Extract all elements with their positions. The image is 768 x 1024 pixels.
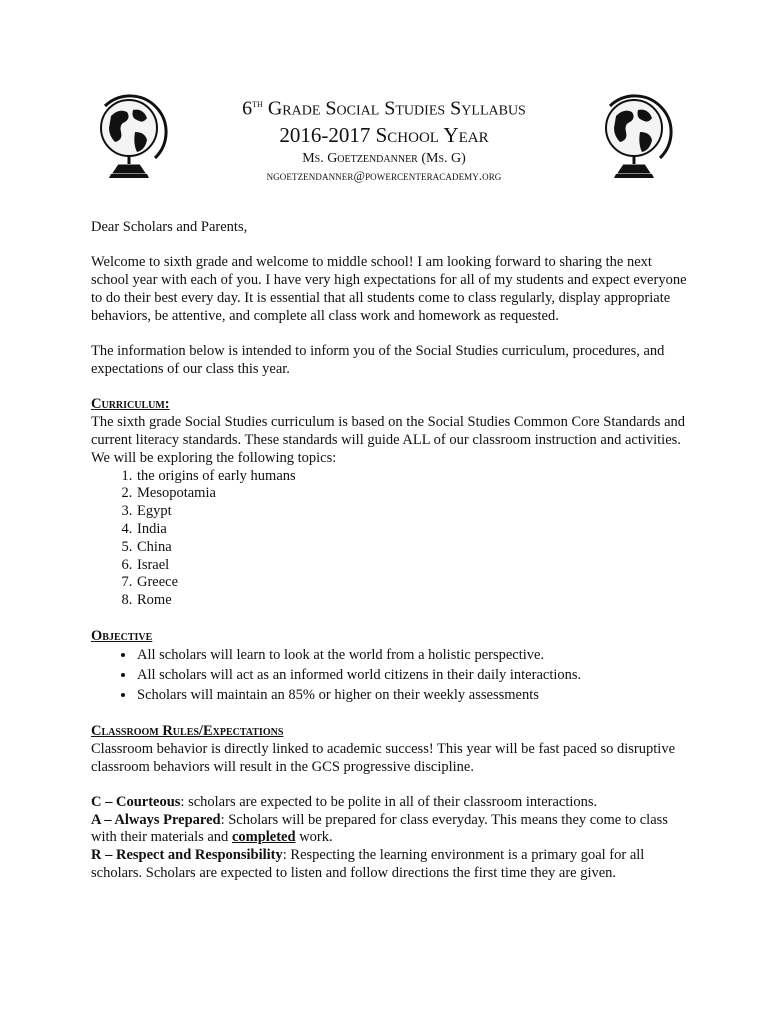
list-item: 2. Mesopotamia bbox=[136, 485, 691, 503]
info-paragraph: The information below is intended to inform you of the Social Studies curriculum, procedures, and expectations of our class this year. bbox=[91, 343, 665, 377]
teacher-email: ngoetzendanner@powercenteracademy.org bbox=[266, 168, 502, 183]
rules-intro: Classroom behavior is directly linked to academic success! This year will be fast paced so disruptive classroom behaviors will result in the GCS progressive discipline. bbox=[91, 740, 676, 775]
rule-courteous bbox=[91, 794, 691, 812]
rule-label: A – Always Prepared bbox=[91, 811, 221, 828]
list-item: 7. Greece bbox=[136, 574, 691, 592]
syllabus-body bbox=[91, 219, 691, 883]
grade-number: 6 bbox=[242, 97, 253, 120]
list-item: 1. the origins of early humans bbox=[136, 468, 691, 486]
globe-icon bbox=[89, 88, 169, 180]
rules-heading: Classroom Rules/Expectations bbox=[91, 722, 284, 739]
rule-text: : Scholars will be prepared for class everyday. This means they come to class with their materials and bbox=[91, 811, 668, 846]
topics-list bbox=[91, 468, 691, 610]
list-item: 8. Rome bbox=[136, 592, 691, 610]
list-item: • All scholars will learn to look at the world from a holistic perspective. bbox=[136, 645, 691, 665]
list-item: • Scholars will maintain an 85% or higher on their weekly assessments bbox=[136, 685, 691, 705]
rule-text: : Respecting the learning environment is a primary goal for all scholars. Scholars are expected to listen and follow directions the first time they are given. bbox=[91, 847, 645, 882]
list-item: 3. Egypt bbox=[136, 503, 691, 521]
teacher-name: Ms. Goetzendanner (Ms. G) bbox=[302, 150, 466, 166]
list-item: 4. India bbox=[136, 521, 691, 539]
list-item: • All scholars will act as an informed world citizens in their daily interactions. bbox=[136, 665, 691, 685]
list-item: 6. Israel bbox=[136, 557, 691, 575]
rule-label: R – Respect and Responsibility bbox=[91, 847, 283, 864]
globe-icon bbox=[594, 88, 674, 180]
greeting: Dear Scholars and Parents, bbox=[91, 219, 248, 235]
title-text: Grade Social Studies Syllabus bbox=[267, 97, 526, 120]
objective-heading: Objective bbox=[91, 627, 153, 644]
rule-text: : scholars are expected to be polite in all of their classroom interactions. bbox=[180, 793, 598, 810]
list-item: 5. China bbox=[136, 539, 691, 557]
grade-suffix: th bbox=[252, 98, 263, 110]
page-title bbox=[170, 92, 598, 122]
curriculum-heading: Curriculum: bbox=[91, 396, 170, 413]
school-year: 2016-2017 School Year bbox=[279, 122, 489, 147]
rule-emphasis: completed bbox=[231, 829, 296, 846]
rule-prepared bbox=[91, 812, 691, 848]
curriculum-text: The sixth grade Social Studies curriculum is based on the Social Studies Common Core Standards and current literacy standards. These standards will guide ALL of our classroom instruction and activities. We will be exploring the following topics: bbox=[91, 414, 686, 466]
syllabus-header bbox=[170, 92, 598, 185]
objective-list bbox=[91, 645, 691, 705]
rule-respect bbox=[91, 847, 691, 883]
welcome-paragraph: Welcome to sixth grade and welcome to middle school! I am looking forward to sharing the next school year with each of you. I have very high expectations for all of my students and expect everyone to do their best every day. It is essential that all students come to class regularly, display appropriate behaviors, be attentive, and complete all class work and homework as requested. bbox=[91, 254, 687, 324]
rule-text: work. bbox=[295, 829, 333, 846]
rule-label: C – Courteous bbox=[91, 793, 181, 810]
